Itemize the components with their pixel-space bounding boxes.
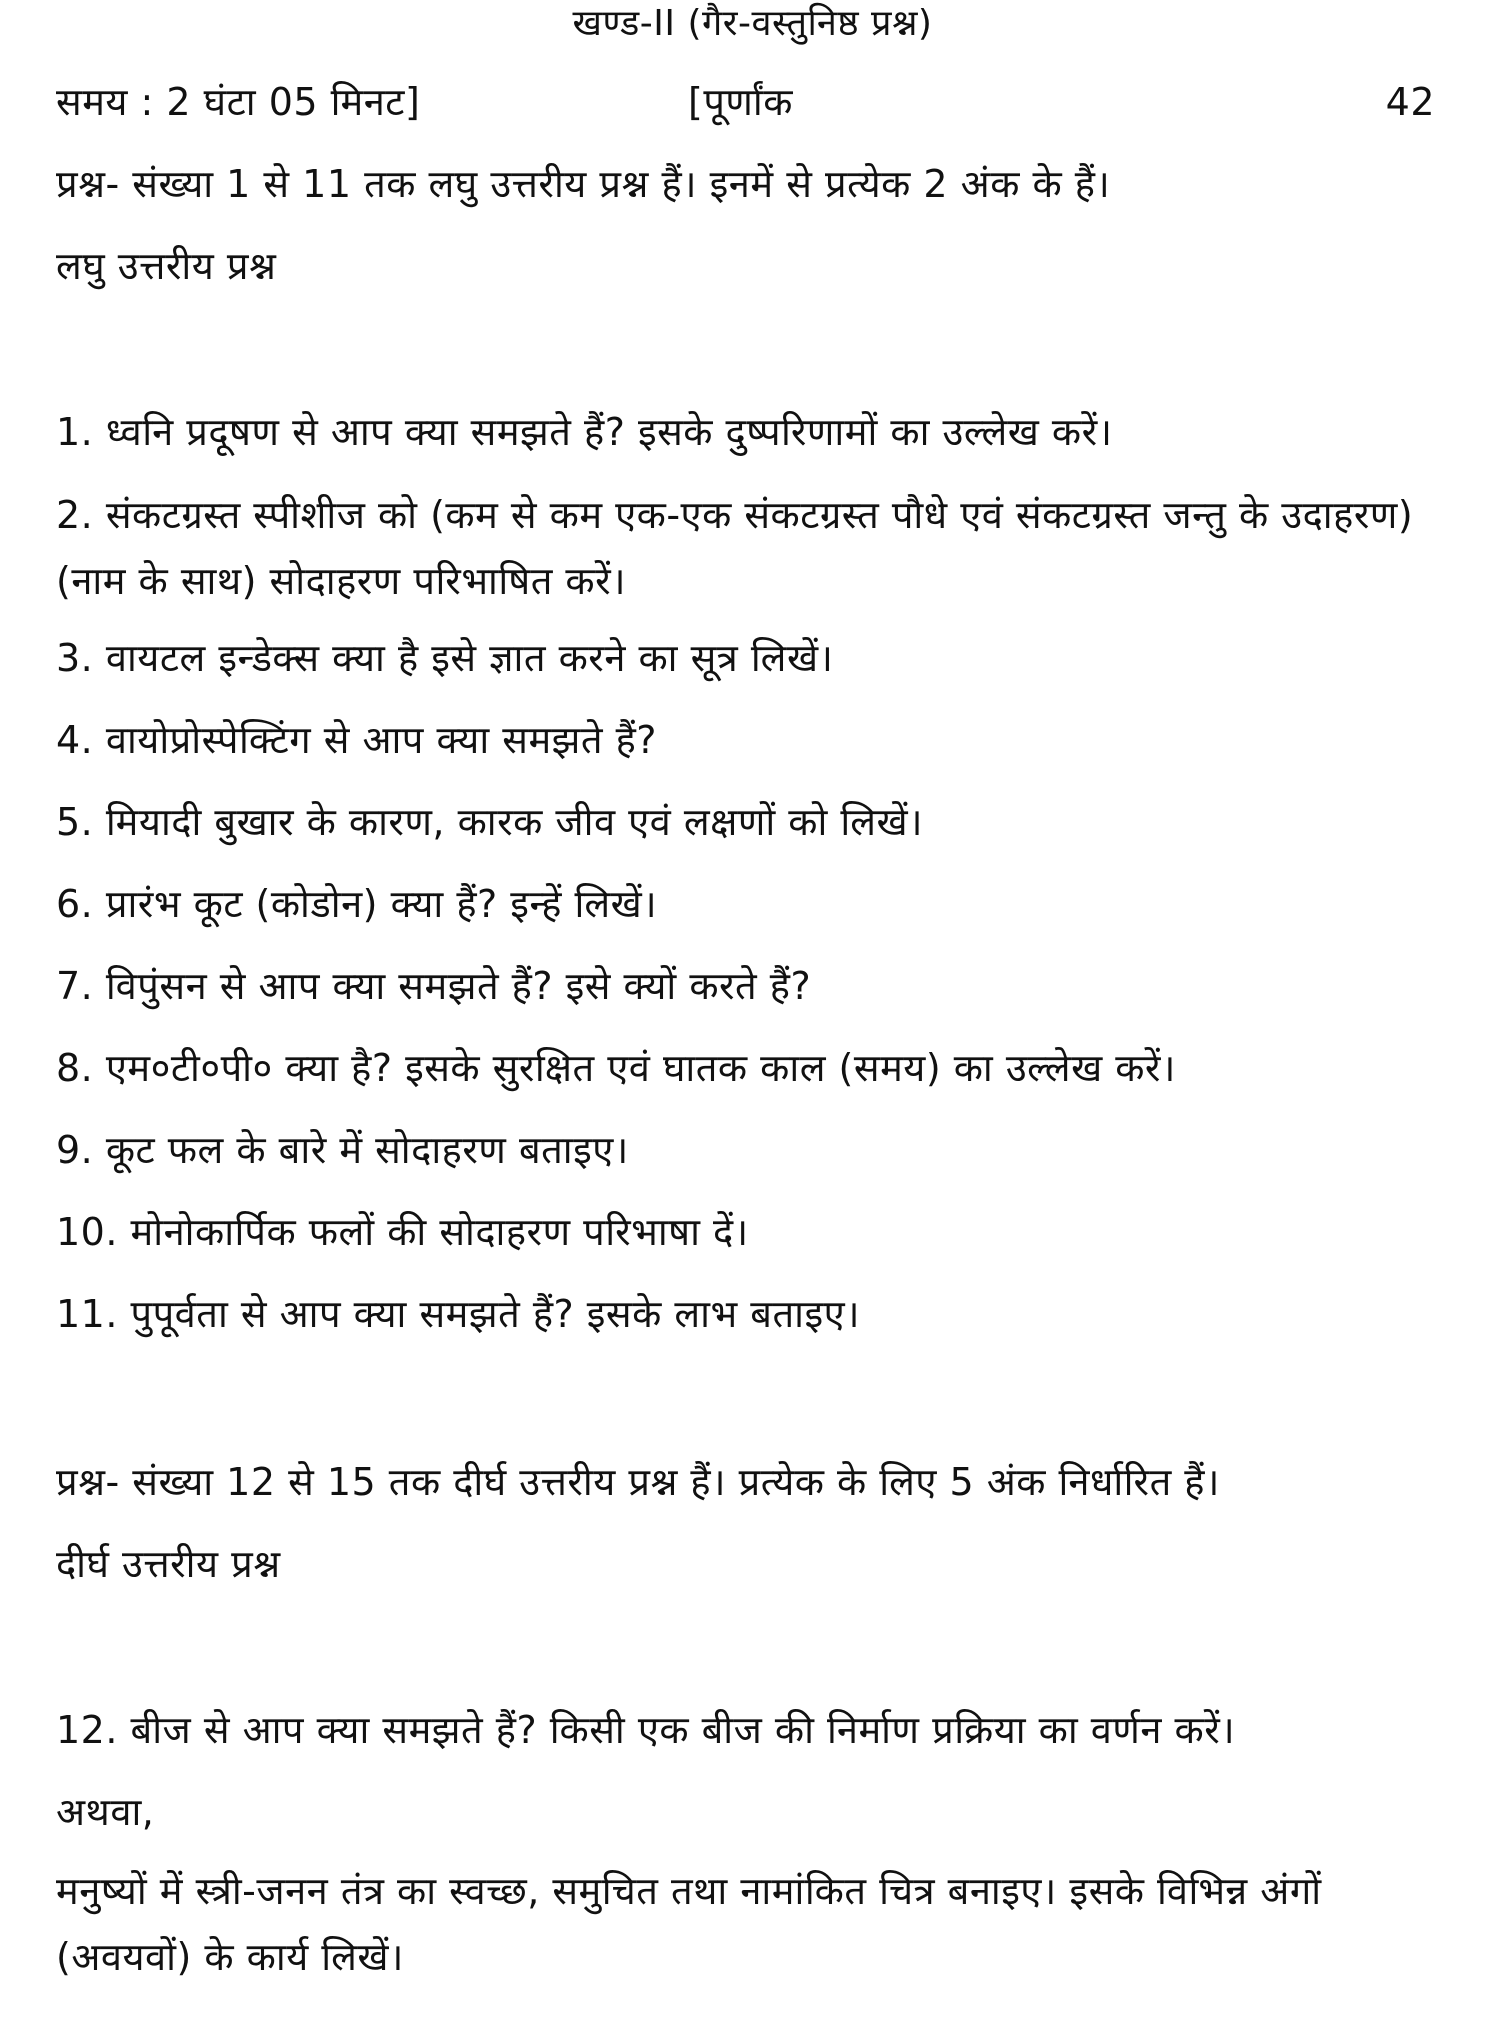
question-10: 10. मोनोकार्पिक फलों की सोदाहरण परिभाषा दें। bbox=[56, 1210, 749, 1254]
question-7: 7. विपुंसन से आप क्या समझते हैं? इसे क्यों करते हैं? bbox=[56, 964, 812, 1008]
question-12: 12. बीज से आप क्या समझते हैं? किसी एक बीज की निर्माण प्रक्रिया का वर्णन करें। bbox=[56, 1708, 1236, 1752]
question-3: 3. वायटल इन्डेक्स क्या है इसे ज्ञात करने का सूत्र लिखें। bbox=[56, 636, 834, 680]
question-4: 4. वायोप्रोस्पेक्टिंग से आप क्या समझते हैं? bbox=[56, 718, 657, 762]
section-title: खण्ड-II (गैर-वस्तुनिष्ठ प्रश्न) bbox=[572, 3, 933, 44]
question-8: 8. एम०टी०पी० क्या है? इसके सुरक्षित एवं घातक काल (समय) का उल्लेख करें। bbox=[56, 1046, 1176, 1090]
or-label: अथवा, bbox=[56, 1790, 155, 1834]
question-9: 9. कूट फल के बारे में सोदाहरण बताइए। bbox=[56, 1128, 629, 1172]
question-5: 5. मियादी बुखार के कारण, कारक जीव एवं लक्षणों को लिखें। bbox=[56, 800, 923, 844]
long-instruction: प्रश्न- संख्या 12 से 15 तक दीर्घ उत्तरीय प्रश्न हैं। प्रत्येक के लिए 5 अंक निर्धारित हैं। bbox=[56, 1460, 1220, 1504]
question-6: 6. प्रारंभ कूट (कोडोन) क्या हैं? इन्हें लिखें। bbox=[56, 882, 658, 926]
question-11: 11. पुपूर्वता से आप क्या समझते हैं? इसके लाभ बताइए। bbox=[56, 1292, 861, 1336]
long-heading: दीर्घ उत्तरीय प्रश्न bbox=[56, 1542, 281, 1586]
question-12-alternative: मनुष्यों में स्त्री-जनन तंत्र का स्वच्छ, समुचित तथा नामांकित चित्र बनाइए। इसके विभिन्न अंगों (अवयवों) के कार्य लिखें। bbox=[56, 1869, 1322, 1979]
full-marks-value: 42 bbox=[1385, 80, 1435, 124]
question-1: 1. ध्वनि प्रदूषण से आप क्या समझते हैं? इसके दुष्परिणामों का उल्लेख करें। bbox=[56, 410, 1113, 454]
time-info: समय : 2 घंटा 05 मिनट] bbox=[56, 80, 421, 124]
short-instruction: प्रश्न- संख्या 1 से 11 तक लघु उत्तरीय प्रश्न हैं। इनमें से प्रत्येक 2 अंक के हैं। bbox=[56, 162, 1111, 206]
full-marks-label: [पूर्णांक bbox=[688, 80, 793, 124]
short-heading: लघु उत्तरीय प्रश्न bbox=[56, 244, 277, 288]
question-2: 2. संकटग्रस्त स्पीशीज को (कम से कम एक-एक संकटग्रस्त पौधे एवं संकटग्रस्त जन्तु के उदाहरण) (नाम के साथ) सोदाहरण परिभाषित करें। bbox=[56, 493, 1414, 603]
